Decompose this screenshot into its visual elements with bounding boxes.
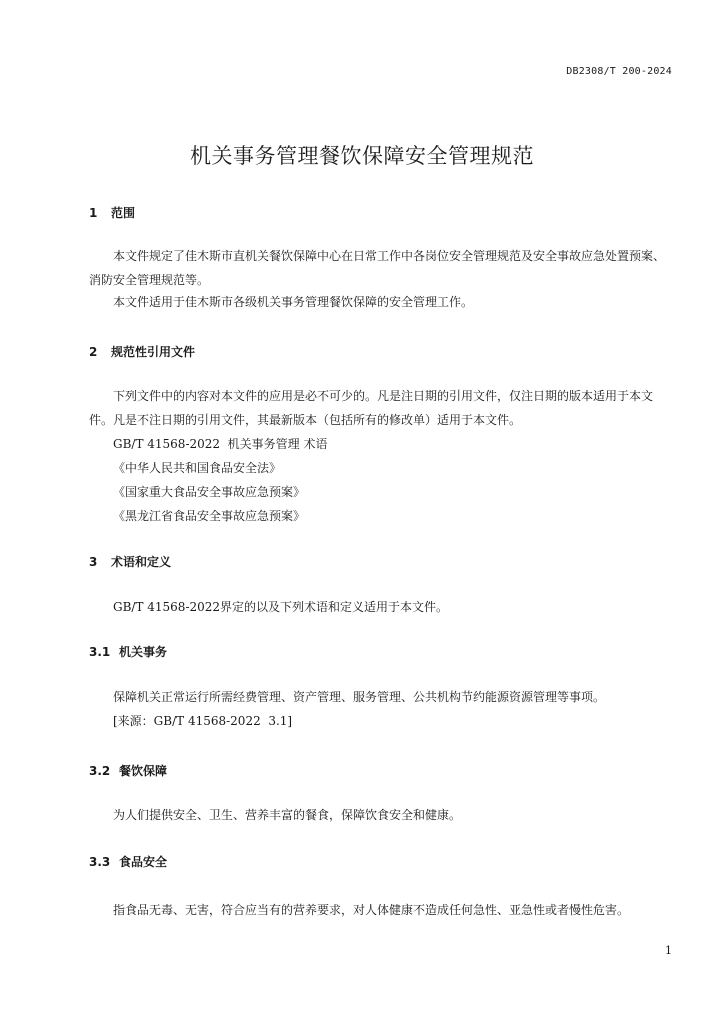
section-3-3-definition: 指食品无毒、无害，符合应当有的营养要求，对人体健康不造成任何急性、亚急性或者慢性危害。 (113, 903, 630, 917)
section-number: 2 (89, 345, 98, 359)
section-3-3-heading (89, 853, 167, 870)
reference-item: 《国家重大食品安全事故应急预案》 (113, 485, 306, 499)
section-3-heading (89, 553, 171, 570)
section-1-paragraph-2: 本文件适用于佳木斯市各级机关事务管理餐饮保障的安全管理工作。 (113, 295, 474, 309)
section-2-paragraph-1: 下列文件中的内容对本文件的应用是必不可少的。凡是注日期的引用文件，仅注日期的版本适用于本文件。凡是不注日期的引用文件，其最新版本（包括所有的修改单）适用于本文件。 (89, 389, 654, 427)
reference-item: 《中华人民共和国食品安全法》 (113, 461, 282, 475)
section-3-1-source: [来源：GB/T 41568-2022 3.1] (113, 714, 293, 728)
section-title: 术语和定义 (111, 555, 172, 569)
section-title: 餐饮保障 (119, 764, 168, 778)
section-2-heading (89, 343, 195, 360)
page-number: 1 (665, 944, 672, 957)
section-1-heading (89, 204, 135, 221)
section-title: 规范性引用文件 (111, 345, 196, 359)
section-number: 3.2 (89, 764, 111, 778)
section-number: 3 (89, 555, 98, 569)
section-3-2-heading (89, 762, 167, 779)
section-number: 3.3 (89, 855, 111, 869)
reference-item: 《黑龙江省食品安全事故应急预案》 (113, 509, 306, 523)
section-title: 食品安全 (119, 855, 168, 869)
standard-code: DB2308/T 200-2024 (566, 66, 672, 77)
section-3-1-definition: 保障机关正常运行所需经费管理、资产管理、服务管理、公共机构节约能源资源管理等事项。 (113, 690, 606, 704)
section-1-paragraph-1: 本文件规定了佳木斯市直机关餐饮保障中心在日常工作中各岗位安全管理规范及安全事故应急处置预案、消防安全管理规范等。 (89, 249, 666, 287)
section-3-2-definition: 为人们提供安全、卫生、营养丰富的餐食，保障饮食安全和健康。 (113, 808, 462, 822)
section-number: 1 (89, 206, 98, 220)
section-title: 机关事务 (119, 645, 168, 659)
reference-item: GB/T 41568-2022 机关事务管理 术语 (113, 437, 328, 451)
section-3-paragraph-1: GB/T 41568-2022界定的以及下列术语和定义适用于本文件。 (113, 600, 449, 614)
section-number: 3.1 (89, 645, 111, 659)
section-title: 范围 (111, 206, 136, 220)
document-title: 机关事务管理餐饮保障安全管理规范 (190, 144, 534, 168)
section-3-1-heading (89, 643, 167, 660)
